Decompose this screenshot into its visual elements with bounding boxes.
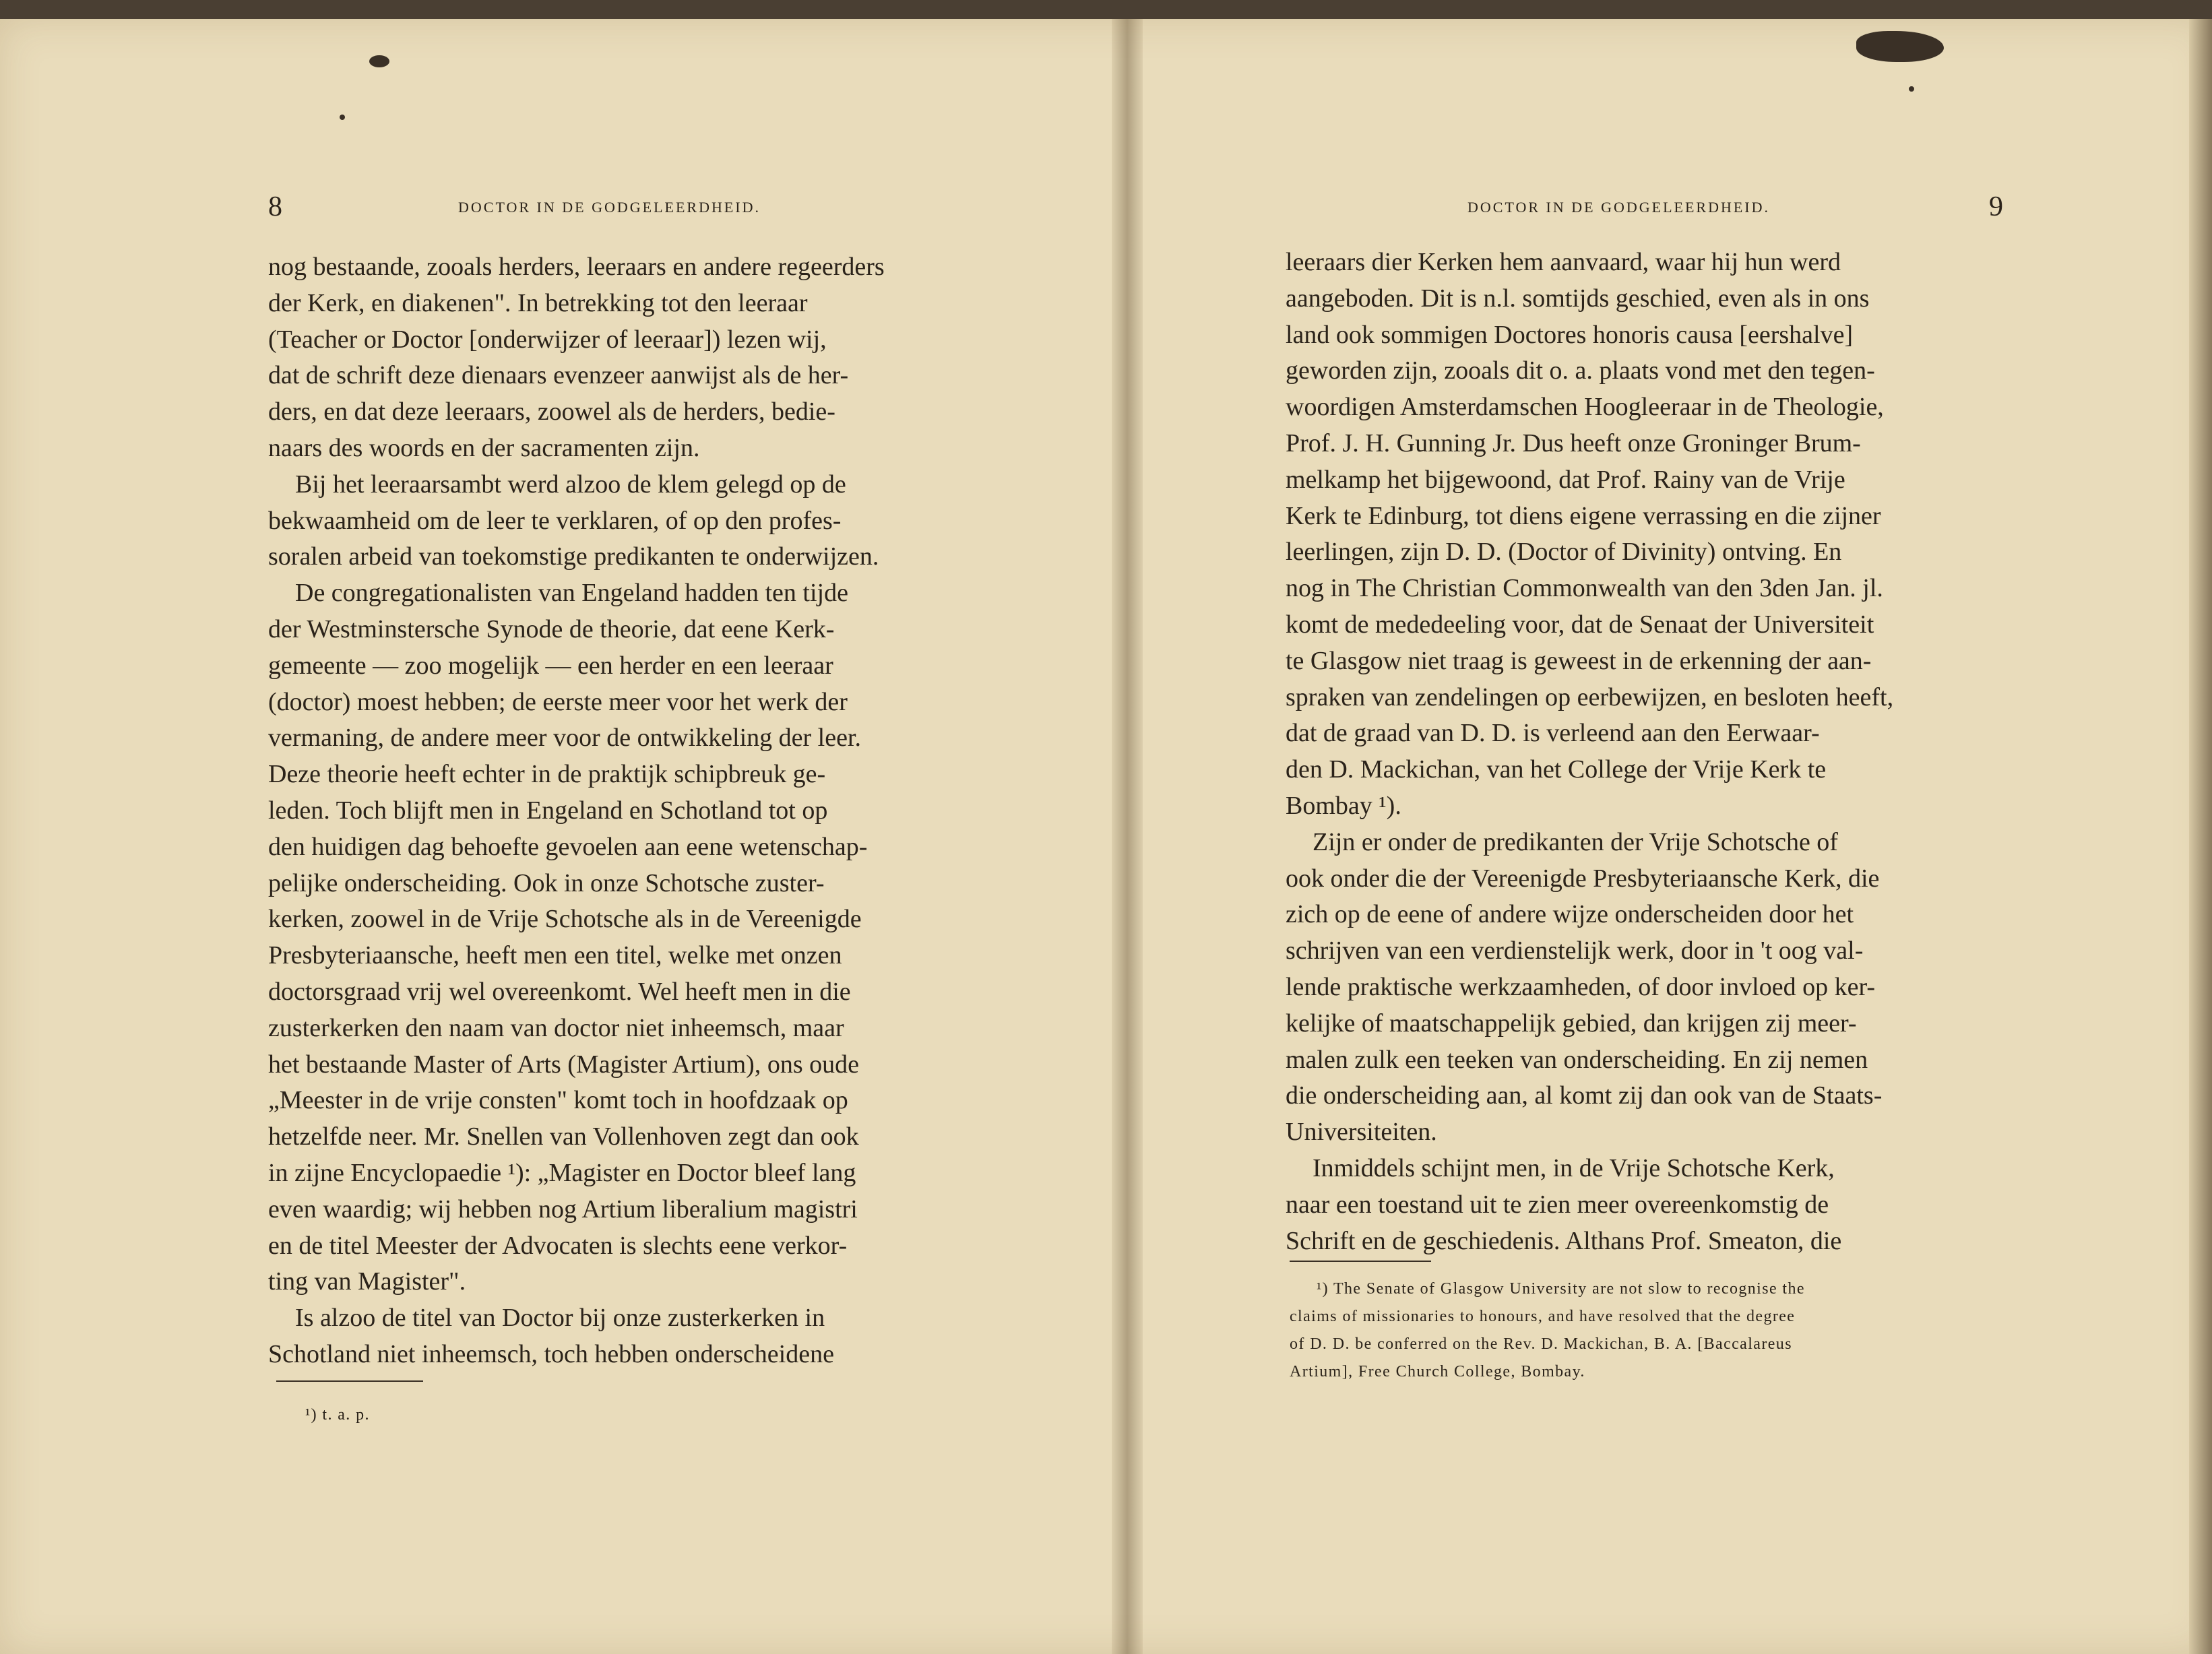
text-line: te Glasgow niet traag is geweest in de erkenning der aan- bbox=[1286, 646, 1872, 675]
text-line: Is alzoo de titel van Doctor bij onze zusterkerken in bbox=[295, 1304, 825, 1333]
text-line: even waardig; wij hebben nog Artium liberalium magistri bbox=[268, 1195, 858, 1223]
text-line: doctorsgraad vrij wel overeenkomt. Wel heeft men in die bbox=[268, 977, 851, 1006]
right-footnote bbox=[1290, 1275, 2012, 1386]
text-line: leeraars dier Kerken hem aanvaard, waar hij hun werd bbox=[1286, 248, 1841, 276]
text-line: in zijne Encyclopaedie ¹): „Magister en Doctor bleef lang bbox=[268, 1158, 856, 1187]
text-line: woordigen Amsterdamschen Hoogleeraar in de Theologie, bbox=[1286, 393, 1884, 422]
text-line: geworden zijn, zooals dit o. a. plaats vond met den tegen- bbox=[1286, 356, 1875, 385]
text-line: vermaning, de andere meer voor de ontwikkeling der leer. bbox=[268, 724, 861, 753]
text-line: Bij het leeraarsambt werd alzoo de klem gelegd op de bbox=[295, 470, 846, 499]
right-body-text bbox=[1286, 245, 2013, 1259]
footnote-rule bbox=[276, 1380, 423, 1382]
text-line: Presbyteriaansche, heeft men een titel, welke met onzen bbox=[268, 941, 842, 970]
left-running-head: DOCTOR IN DE GODGELEERDHEID. bbox=[458, 199, 761, 216]
text-line: den D. Mackichan, van het College der Vrije Kerk te bbox=[1286, 755, 1827, 784]
right-page-number: 9 bbox=[1989, 191, 2003, 222]
text-line: Deze theorie heeft echter in de praktijk schipbreuk ge- bbox=[268, 760, 826, 789]
text-line: land ook sommigen Doctores honoris causa [eershalve] bbox=[1286, 320, 1854, 349]
text-line: nog bestaande, zooals herders, leeraars en andere regeerders bbox=[268, 253, 885, 281]
text-line: ting van Magister". bbox=[268, 1267, 466, 1296]
text-line: pelijke onderscheiding. Ook in onze Schotsche zuster- bbox=[268, 868, 825, 897]
text-line: komt de mededeeling voor, dat de Senaat der Universiteit bbox=[1286, 610, 1874, 639]
text-line: „Meester in de vrije consten" komt toch in hoofdzaak op bbox=[268, 1086, 848, 1115]
text-line: hetzelfde neer. Mr. Snellen van Vollenhoven zegt dan ook bbox=[268, 1122, 859, 1151]
text-line: Schrift en de geschiedenis. Althans Prof. Smeaton, die bbox=[1286, 1226, 1842, 1255]
text-line: der Westminstersche Synode de theorie, dat eene Kerk- bbox=[268, 614, 835, 643]
right-page bbox=[1139, 19, 2212, 1654]
text-line: leden. Toch blijft men in Engeland en Schotland tot op bbox=[268, 796, 828, 825]
footnote-line: of D. D. be conferred on the Rev. D. Mackichan, B. A. [Baccalareus bbox=[1290, 1335, 1792, 1353]
text-line: (Teacher or Doctor [onderwijzer of leeraar]) lezen wij, bbox=[268, 325, 827, 354]
text-line: leerlingen, zijn D. D. (Doctor of Divinity) ontving. En bbox=[1286, 538, 1842, 567]
footnote-line: claims of missionaries to honours, and have resolved that the degree bbox=[1290, 1308, 1796, 1325]
text-line: malen zulk een teeken van onderscheiding. En zij nemen bbox=[1286, 1045, 1868, 1074]
text-line: dat de graad van D. D. is verleend aan den Eerwaar- bbox=[1286, 719, 1820, 748]
text-line: De congregationalisten van Engeland hadden ten tijde bbox=[295, 579, 848, 608]
text-line: den huidigen dag behoefte gevoelen aan eene wetenschap- bbox=[268, 832, 868, 861]
footnote-rule bbox=[1290, 1261, 1431, 1262]
text-line: nog in The Christian Commonwealth van den 3den Jan. jl. bbox=[1286, 574, 1883, 603]
text-line: Schotland niet inheemsch, toch hebben onderscheidene bbox=[268, 1339, 834, 1368]
text-line: soralen arbeid van toekomstige predikanten te onderwijzen. bbox=[268, 542, 879, 571]
text-line: lende praktische werkzaamheden, of door invloed op ker- bbox=[1286, 972, 1876, 1001]
text-line: het bestaande Master of Arts (Magister Artium), ons oude bbox=[268, 1050, 859, 1079]
text-line: Prof. J. H. Gunning Jr. Dus heeft onze Groninger Brum- bbox=[1286, 428, 1861, 457]
text-line: naar een toestand uit te zien meer overeenkomstig de bbox=[1286, 1190, 1829, 1219]
left-page bbox=[0, 19, 1118, 1654]
text-line: naars des woords en der sacramenten zijn. bbox=[268, 433, 700, 462]
text-line: bekwaamheid om de leer te verklaren, of op den profes- bbox=[268, 506, 842, 535]
text-line: dat de schrift deze dienaars evenzeer aanwijst als de her- bbox=[268, 361, 849, 390]
text-line: ook onder die der Vereenigde Presbyteriaansche Kerk, die bbox=[1286, 864, 1880, 893]
text-line: spraken van zendelingen op eerbewijzen, en besloten heeft, bbox=[1286, 682, 1894, 711]
text-line: Zijn er onder de predikanten der Vrije Schotsche of bbox=[1313, 827, 1838, 856]
text-line: aangeboden. Dit is n.l. somtijds geschied, even als in ons bbox=[1286, 284, 1870, 313]
text-line: en de titel Meester der Advocaten is slechts eene verkor- bbox=[268, 1231, 848, 1260]
text-line: ders, en dat deze leeraars, zoowel als de herders, bedie- bbox=[268, 397, 835, 426]
footnote-line: Artium], Free Church College, Bombay. bbox=[1290, 1363, 1585, 1380]
book-spread bbox=[0, 19, 2212, 1654]
left-footnote: ¹) t. a. p. bbox=[305, 1406, 370, 1424]
text-line: melkamp het bijgewoond, dat Prof. Rainy van de Vrije bbox=[1286, 465, 1845, 494]
text-line: die onderscheiding aan, al komt zij dan ook van de Staats- bbox=[1286, 1081, 1883, 1110]
text-line: der Kerk, en diakenen". In betrekking tot den leeraar bbox=[268, 288, 808, 317]
text-line: Universiteiten. bbox=[1286, 1118, 1437, 1147]
text-line: schrijven van een verdienstelijk werk, door in 't oog val- bbox=[1286, 936, 1864, 965]
right-running-head: DOCTOR IN DE GODGELEERDHEID. bbox=[1467, 199, 1770, 216]
left-page-number: 8 bbox=[268, 191, 282, 222]
text-line: (doctor) moest hebben; de eerste meer voor het werk der bbox=[268, 687, 848, 716]
text-line: gemeente — zoo mogelijk — een herder en een leeraar bbox=[268, 651, 833, 680]
text-line: zich op de eene of andere wijze onderscheiden door het bbox=[1286, 900, 1854, 929]
text-line: Bombay ¹). bbox=[1286, 791, 1401, 820]
text-line: Inmiddels schijnt men, in de Vrije Schotsche Kerk, bbox=[1313, 1153, 1835, 1182]
footnote-line: ¹) The Senate of Glasgow University are not slow to recognise the bbox=[1317, 1280, 1805, 1298]
text-line: kerken, zoowel in de Vrije Schotsche als in de Vereenigde bbox=[268, 905, 862, 934]
text-line: zusterkerken den naam van doctor niet inheemsch, maar bbox=[268, 1013, 844, 1042]
text-line: Kerk te Edinburg, tot diens eigene verrassing en die zijner bbox=[1286, 501, 1881, 530]
left-body-text bbox=[268, 249, 1001, 1373]
text-line: kelijke of maatschappelijk gebied, dan krijgen zij meer- bbox=[1286, 1009, 1857, 1038]
